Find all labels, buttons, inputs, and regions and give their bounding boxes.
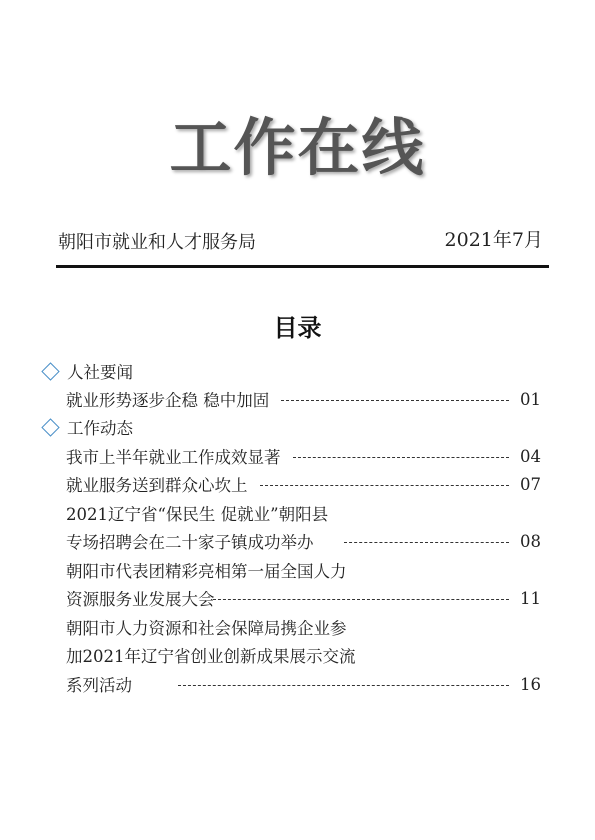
toc-entry[interactable] <box>66 558 541 582</box>
toc-section-work[interactable] <box>40 415 133 439</box>
diamond-icon <box>41 362 59 380</box>
toc-entry[interactable] <box>66 586 541 610</box>
toc-section-label: 人社要闻 <box>67 363 133 382</box>
toc-section-label: 工作动态 <box>67 419 133 438</box>
toc-entry[interactable] <box>66 672 541 696</box>
toc-page-number: 01 <box>520 389 541 409</box>
page-title: 工作在线 <box>169 111 426 184</box>
toc-leader <box>178 685 509 686</box>
toc-entry[interactable] <box>66 643 541 667</box>
toc-section-news[interactable] <box>40 359 133 383</box>
toc-leader <box>281 400 509 401</box>
toc-entry[interactable] <box>66 529 541 553</box>
toc-entry-title: 加2021年辽宁省创业创新成果展示交流 <box>66 647 356 666</box>
toc-heading: 目录 <box>273 314 322 342</box>
toc-entry-title: 就业服务送到群众心坎上 <box>66 476 248 495</box>
toc-leader <box>344 542 510 543</box>
toc-page-number: 04 <box>520 446 541 466</box>
toc-entry[interactable] <box>66 444 541 468</box>
toc-entry-title: 就业形势逐步企稳 稳中加固 <box>66 391 270 410</box>
toc-page-number: 11 <box>520 588 541 608</box>
issue-date: 2021年7月 <box>444 229 543 251</box>
toc-entry-title: 朝阳市人力资源和社会保障局携企业参 <box>66 619 347 638</box>
toc-leader <box>293 457 510 458</box>
toc-entry-title: 我市上半年就业工作成效显著 <box>66 448 281 467</box>
toc-entry[interactable] <box>66 387 541 411</box>
toc-page-number: 16 <box>520 674 541 694</box>
toc-leader <box>260 485 510 486</box>
toc-entry[interactable] <box>66 472 541 496</box>
toc-entry-title: 资源服务业发展大会 <box>66 590 215 609</box>
diamond-icon <box>41 418 59 436</box>
toc-leader <box>213 599 510 600</box>
organization-name: 朝阳市就业和人才服务局 <box>58 232 256 253</box>
toc-entry[interactable] <box>66 501 541 525</box>
toc-entry-title: 系列活动 <box>66 676 132 695</box>
toc-entry[interactable] <box>66 615 541 639</box>
toc-entry-title: 专场招聘会在二十家子镇成功举办 <box>66 533 314 552</box>
toc-page-number: 08 <box>520 531 541 551</box>
toc-entry-title: 2021辽宁省“保民生 促就业”朝阳县 <box>66 505 329 524</box>
header-rule <box>56 265 549 268</box>
toc-entry-title: 朝阳市代表团精彩亮相第一届全国人力 <box>66 562 347 581</box>
toc-page-number: 07 <box>520 474 541 494</box>
